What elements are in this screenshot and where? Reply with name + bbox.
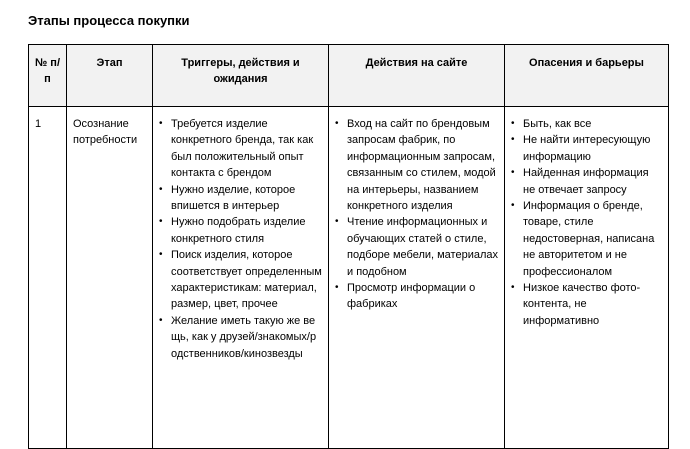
bullet-icon: •: [511, 118, 515, 129]
purchase-stages-table: [28, 44, 669, 449]
list-item-text: Поиск изделия, которое соответствует определенным характеристикам: материал, размер, цвет, прочее: [171, 249, 322, 311]
list-item: [335, 214, 498, 280]
bullet-icon: •: [335, 216, 339, 228]
triggers-list: [159, 116, 322, 362]
list-item-text: Найденная информация не отвечает запросу: [523, 167, 649, 196]
bullet-icon: •: [511, 200, 515, 212]
list-item-text: Чтение информационных и обучающих статей о стиле, подборе мебели, материалах и подобном: [347, 216, 499, 278]
bullet-icon: •: [159, 314, 163, 326]
list-item-text: Не найти интересующую информацию: [523, 134, 651, 163]
list-item: [159, 247, 322, 313]
triggers-cell: [153, 107, 329, 449]
bullet-icon: •: [511, 134, 515, 146]
list-item-text: Желание иметь такую же вещь, как у друзей/знакомых/родственников/кинозвезды: [171, 314, 317, 360]
bullet-icon: •: [335, 118, 339, 129]
bullet-icon: •: [159, 118, 163, 129]
bullet-icon: •: [159, 216, 163, 228]
list-item: [159, 182, 322, 215]
list-item: [335, 280, 498, 313]
list-item: [335, 116, 498, 214]
page-title: Этапы процесса покупки: [28, 13, 190, 28]
list-item: [511, 165, 662, 198]
header-number: № п/п: [29, 45, 67, 107]
list-item-text: Требуется изделие конкретного бренда, так как был положительный опыт контакта с брендом: [171, 118, 314, 180]
list-item-text: Нужно подобрать изделие конкретного стиля: [171, 216, 306, 245]
list-item-text: Нужно изделие, которое впишется в интерьер: [171, 183, 296, 213]
bullet-icon: •: [511, 167, 515, 179]
list-item: [511, 132, 662, 165]
list-item-text: Быть, как все: [523, 118, 592, 130]
bullet-icon: •: [159, 249, 163, 261]
list-item: [159, 214, 322, 247]
bullet-icon: •: [511, 282, 515, 294]
bullet-icon: •: [335, 282, 339, 294]
row-number: 1: [29, 107, 67, 449]
list-item: [159, 313, 322, 362]
header-stage: Этап: [67, 45, 153, 107]
header-site-actions: Действия на сайте: [329, 45, 505, 107]
list-item: [511, 116, 662, 132]
table-header-row: [29, 45, 669, 107]
site-actions-cell: [329, 107, 505, 449]
list-item: [511, 198, 662, 280]
list-item: [159, 116, 322, 182]
row-stage: Осознание потребности: [67, 107, 153, 449]
list-item-text: Информация о бренде, товаре, стиле недостоверная, написана не авторитетом и не профессионалом: [523, 200, 655, 278]
table-row: [29, 107, 669, 449]
concerns-cell: [505, 107, 669, 449]
list-item: [511, 280, 662, 329]
list-item-text: Низкое качество фото-контента, не информативно: [523, 282, 641, 327]
header-triggers: Триггеры, действия и ожидания: [153, 45, 329, 107]
list-item-text: Просмотр информации о фабриках: [347, 282, 476, 311]
list-item-text: Вход на сайт по брендовым запросам фабрик, по информационным запросам, связанным со стилем, модой на интерьеры, названием конкретного изделия: [347, 118, 496, 213]
header-concerns: Опасения и барьеры: [505, 45, 669, 107]
site-actions-list: [335, 116, 498, 313]
concerns-list: [511, 116, 662, 329]
bullet-icon: •: [159, 183, 163, 195]
